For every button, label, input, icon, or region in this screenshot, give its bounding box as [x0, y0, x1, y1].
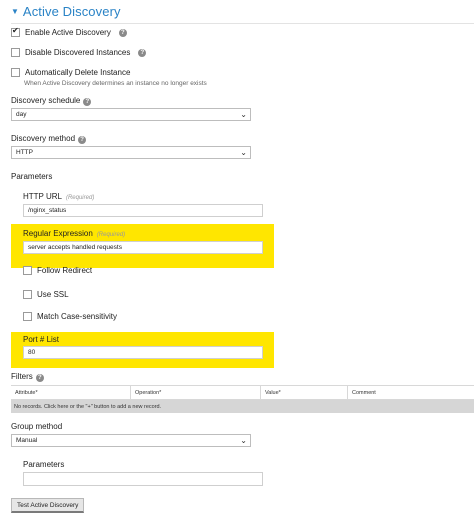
group-parameters-label: Parameters [23, 460, 65, 469]
help-icon[interactable]: ? [119, 29, 127, 37]
discovery-schedule-value: day [16, 111, 27, 118]
chevron-down-icon: ⌄ [240, 110, 247, 119]
enable-active-discovery-row[interactable] [11, 28, 127, 37]
auto-delete-label: Automatically Delete Instance [25, 68, 131, 77]
http-url-label: HTTP URL (Required) [23, 192, 95, 201]
auto-delete-row[interactable] [11, 68, 130, 77]
chevron-down-icon: ⌄ [240, 148, 247, 157]
enable-active-discovery-label: Enable Active Discovery [25, 28, 111, 37]
match-case-label: Match Case-sensitivity [37, 312, 118, 321]
section-divider [11, 23, 474, 24]
auto-delete-checkbox[interactable] [11, 68, 20, 77]
group-method-value: Manual [16, 437, 38, 444]
help-icon[interactable]: ? [138, 49, 146, 57]
group-method-select[interactable] [11, 434, 251, 447]
discovery-schedule-label: Discovery schedule ? [11, 96, 91, 106]
column-header-comment[interactable]: Comment [352, 389, 376, 396]
match-case-checkbox[interactable] [23, 312, 32, 321]
section-title: Active Discovery [22, 4, 121, 19]
discovery-method-label: Discovery method ? [11, 134, 86, 144]
filters-empty-row[interactable]: No records. Click here or the "+" button to add a new record. [11, 400, 474, 413]
section-header[interactable] [11, 4, 121, 19]
discovery-schedule-select[interactable] [11, 108, 251, 121]
help-icon[interactable]: ? [36, 374, 44, 382]
filters-table [11, 385, 474, 413]
port-list-input[interactable]: 80 [23, 346, 263, 359]
collapse-caret-icon[interactable]: ▼ [11, 7, 19, 16]
enable-active-discovery-checkbox[interactable] [11, 28, 20, 37]
filters-label: Filters ? [11, 372, 44, 382]
help-icon[interactable]: ? [78, 136, 86, 144]
match-case-row[interactable] [23, 312, 117, 321]
regex-input[interactable]: server accepts handled requests [23, 241, 263, 254]
group-method-label: Group method [11, 422, 63, 431]
discovery-method-select[interactable] [11, 146, 251, 159]
column-header-attribute[interactable]: Attribute* [11, 386, 131, 399]
disable-discovered-checkbox[interactable] [11, 48, 20, 57]
chevron-down-icon: ⌄ [240, 436, 247, 445]
use-ssl-checkbox[interactable] [23, 290, 32, 299]
follow-redirect-row[interactable] [23, 266, 92, 275]
column-header-value[interactable]: Value* [261, 386, 348, 399]
group-parameters-input[interactable] [23, 472, 263, 486]
parameters-label: Parameters [11, 172, 53, 181]
column-header-operation[interactable]: Operation* [131, 386, 261, 399]
regex-label: Regular Expression (Required) [23, 229, 126, 238]
help-icon[interactable]: ? [83, 98, 91, 106]
http-url-input[interactable]: /nginx_status [23, 204, 263, 217]
discovery-method-value: HTTP [16, 149, 33, 156]
use-ssl-row[interactable] [23, 290, 69, 299]
disable-discovered-row[interactable] [11, 48, 146, 57]
test-active-discovery-button[interactable]: Test Active Discovery [11, 498, 84, 513]
auto-delete-note: When Active Discovery determines an instance no longer exists [24, 80, 207, 87]
port-list-label: Port # List [23, 335, 60, 344]
follow-redirect-checkbox[interactable] [23, 266, 32, 275]
filters-header-row [11, 385, 474, 400]
follow-redirect-label: Follow Redirect [37, 266, 93, 275]
disable-discovered-label: Disable Discovered Instances [25, 48, 131, 57]
use-ssl-label: Use SSL [37, 290, 69, 299]
